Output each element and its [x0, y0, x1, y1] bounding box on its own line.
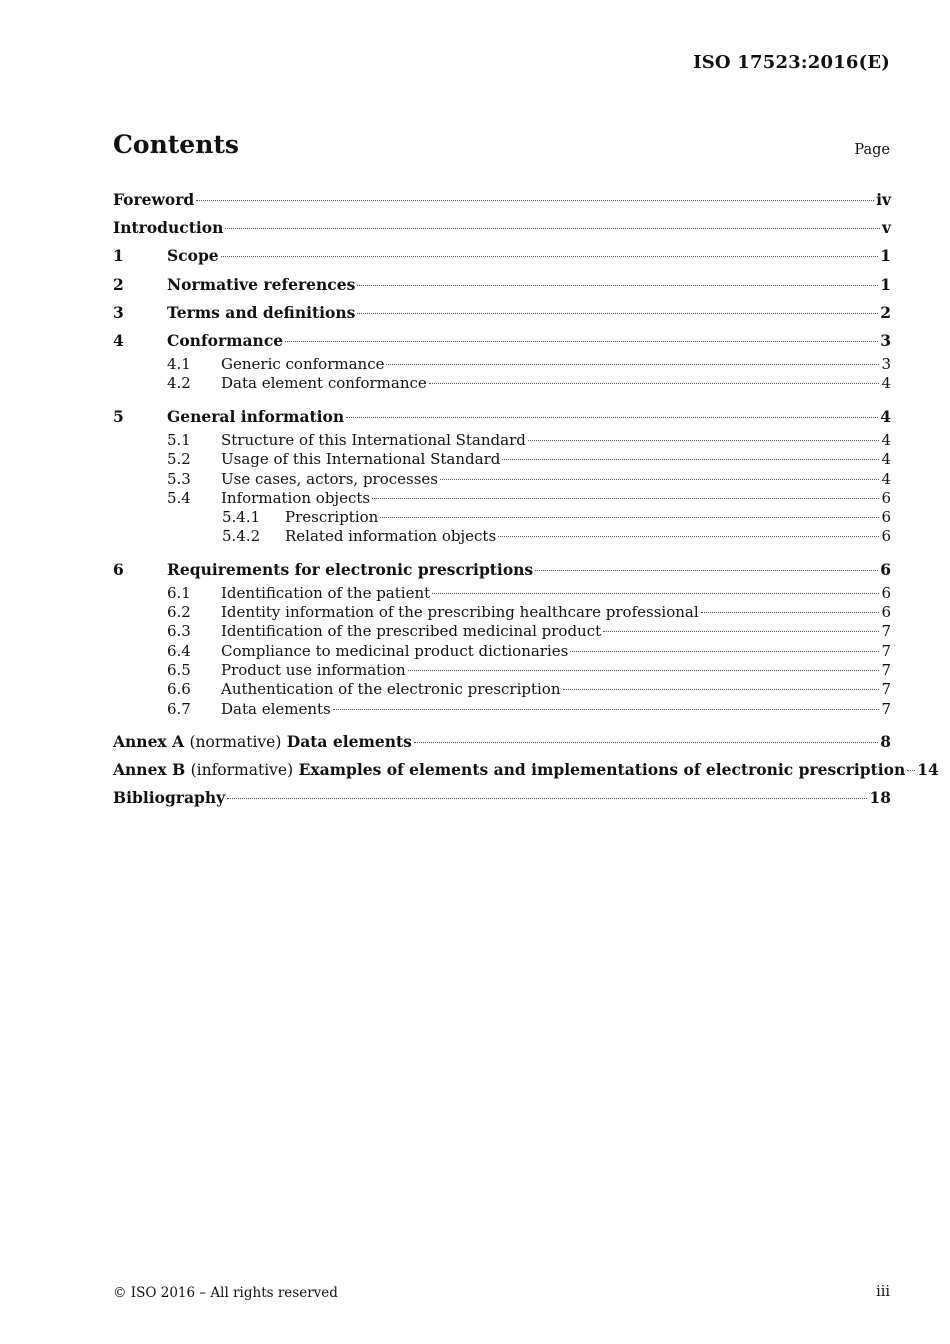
toc-entry-number: 6.4 — [167, 641, 191, 660]
dot-leader — [357, 313, 878, 314]
dot-leader — [414, 742, 878, 743]
dot-leader — [225, 228, 880, 229]
document-id: ISO 17523:2016(E) — [693, 52, 890, 73]
toc-entry-number: 6.7 — [167, 699, 191, 718]
page-column-label: Page — [854, 142, 890, 158]
toc-entry-number: 4 — [113, 330, 124, 350]
toc-entry-title: General information — [167, 406, 345, 426]
toc-entry-number: 5.4.1 — [222, 508, 261, 527]
dot-leader — [285, 341, 878, 342]
toc-entry-title: Data elements — [221, 699, 331, 718]
toc-entry[interactable] — [113, 680, 891, 699]
toc-entry[interactable] — [113, 700, 891, 719]
toc-entry[interactable] — [113, 642, 891, 661]
annex-label: Annex B — [113, 760, 186, 780]
toc-entry-title — [113, 728, 412, 756]
annex-label: Annex A — [113, 731, 185, 751]
dot-leader — [502, 459, 879, 460]
toc-entry[interactable] — [113, 489, 891, 508]
dot-leader — [528, 440, 880, 441]
toc-entry-title: Use cases, actors, processes — [221, 469, 438, 488]
toc-entry-title: Information objects — [221, 488, 371, 507]
toc-entry-title: Generic conformance — [221, 355, 385, 374]
toc-entry-page: 3 — [880, 330, 891, 350]
toc-entry-title: Requirements for electronic prescriptions — [167, 559, 534, 579]
footer-copyright: © ISO 2016 – All rights reserved — [113, 1285, 338, 1301]
toc-entry-page: 4 — [881, 450, 891, 469]
toc-entry-title: Foreword — [113, 190, 195, 209]
dot-leader — [563, 689, 880, 690]
dot-leader — [498, 536, 879, 537]
toc-entry[interactable] — [113, 508, 891, 527]
toc-entry-number: 2 — [113, 274, 124, 294]
toc-entry-title: Normative references — [167, 274, 356, 294]
toc-entry[interactable] — [113, 527, 891, 546]
toc-entry-number: 3 — [113, 302, 124, 322]
toc-entry-title: Data element conformance — [221, 374, 427, 393]
toc-entry-title: Compliance to medicinal product dictionaries — [221, 641, 569, 660]
dot-leader — [432, 593, 879, 594]
toc-entry[interactable] — [113, 374, 891, 393]
toc-entry-title: Product use information — [221, 661, 406, 680]
dot-leader — [380, 517, 879, 518]
toc-entry-page: v — [881, 218, 891, 238]
toc-entry[interactable] — [113, 756, 939, 784]
dot-leader — [227, 798, 867, 799]
toc-entry[interactable] — [113, 327, 891, 355]
dot-leader — [408, 670, 880, 671]
toc-entry-title: Bibliography — [113, 788, 226, 808]
toc-entry-number: 6.3 — [167, 622, 191, 641]
toc-entry[interactable] — [113, 355, 891, 374]
toc-entry-title: Usage of this International Standard — [221, 450, 501, 469]
toc-entry[interactable] — [113, 784, 891, 812]
toc-entry[interactable] — [113, 403, 891, 431]
toc-entry-title: Introduction — [113, 218, 224, 238]
toc-entry-number: 5 — [113, 406, 124, 426]
toc-entry-page: 18 — [869, 788, 891, 808]
toc-entry-page: 6 — [880, 559, 891, 579]
toc-entry-page: 4 — [881, 374, 891, 393]
dot-leader — [570, 651, 879, 652]
toc-entry-page: 7 — [881, 622, 891, 641]
footer-page-number: iii — [876, 1284, 890, 1300]
toc-entry[interactable] — [113, 214, 891, 242]
toc-entry-number: 5.1 — [167, 430, 191, 449]
toc-entry-title: Terms and definitions — [167, 302, 356, 322]
toc-entry-page: 6 — [881, 527, 891, 546]
dot-leader — [346, 417, 878, 418]
toc-entry-title: Authentication of the electronic prescription — [221, 680, 561, 699]
toc-entry-title: Prescription — [285, 508, 379, 527]
dot-leader — [603, 631, 879, 632]
toc-entry-title: Conformance — [167, 330, 284, 350]
dot-leader — [372, 498, 879, 499]
toc-entry-page: 3 — [881, 355, 891, 374]
toc-entry[interactable] — [113, 450, 891, 469]
toc-entry-page: 4 — [881, 469, 891, 488]
toc-entry[interactable] — [113, 299, 891, 327]
dot-leader — [440, 479, 879, 480]
toc-entry-number: 6 — [113, 559, 124, 579]
toc-entry[interactable] — [113, 728, 891, 756]
toc-entry-number: 5.4 — [167, 488, 191, 507]
toc-entry-page: 8 — [880, 731, 891, 751]
toc-entry[interactable] — [113, 584, 891, 603]
toc-entry-page: 6 — [881, 583, 891, 602]
toc-entry-number: 5.4.2 — [222, 527, 261, 546]
toc-entry-number: 6.1 — [167, 583, 191, 602]
table-of-contents — [113, 186, 939, 813]
dot-leader — [333, 709, 880, 710]
annex-type: (normative) — [189, 732, 282, 751]
toc-entry-title: Structure of this International Standard — [221, 430, 526, 449]
dot-leader — [907, 770, 915, 771]
toc-entry-number: 6.2 — [167, 603, 191, 622]
toc-entry-title: Scope — [167, 246, 219, 266]
toc-entry-page: 2 — [880, 302, 891, 322]
annex-type: (informative) — [190, 761, 294, 780]
dot-leader — [357, 285, 878, 286]
toc-entry[interactable] — [113, 661, 891, 680]
toc-entry-title: Identification of the patient — [221, 583, 431, 602]
toc-entry-page: 6 — [881, 488, 891, 507]
toc-entry-title: Identification of the prescribed medicinal product — [221, 622, 602, 641]
toc-entry[interactable] — [113, 470, 891, 489]
toc-entry[interactable] — [113, 622, 891, 641]
toc-entry-page: iv — [876, 190, 891, 209]
toc-entry[interactable] — [113, 242, 891, 270]
toc-entry-number: 4.2 — [167, 374, 191, 393]
toc-entry-page: 7 — [881, 699, 891, 718]
toc-entry-title: Identity information of the prescribing healthcare professional — [221, 603, 699, 622]
toc-entry-page: 7 — [881, 680, 891, 699]
toc-entry[interactable] — [113, 556, 891, 584]
toc-entry-page: 6 — [881, 603, 891, 622]
toc-entry-page: 1 — [880, 246, 891, 266]
contents-heading: Contents — [113, 130, 240, 159]
toc-entry[interactable] — [113, 603, 891, 622]
toc-entry[interactable] — [113, 431, 891, 450]
toc-entry-page: 7 — [881, 661, 891, 680]
toc-entry[interactable] — [113, 186, 891, 214]
toc-entry-number: 5.3 — [167, 469, 191, 488]
annex-title: Data elements — [286, 731, 412, 751]
dot-leader — [535, 570, 878, 571]
toc-entry-number: 5.2 — [167, 450, 191, 469]
toc-entry-number: 4.1 — [167, 355, 191, 374]
toc-entry-number: 6.6 — [167, 680, 191, 699]
toc-entry-page: 1 — [880, 274, 891, 294]
toc-entry[interactable] — [113, 271, 891, 299]
toc-entry-number: 1 — [113, 246, 124, 266]
dot-leader — [196, 200, 874, 201]
toc-entry-page: 7 — [881, 641, 891, 660]
toc-entry-page: 6 — [881, 508, 891, 527]
dot-leader — [221, 256, 879, 257]
toc-entry-page: 4 — [881, 430, 891, 449]
dot-leader — [386, 364, 879, 365]
toc-entry-page: 4 — [880, 406, 891, 426]
dot-leader — [701, 612, 880, 613]
dot-leader — [429, 383, 880, 384]
annex-title: Examples of elements and implementations of electronic prescription — [298, 760, 906, 780]
toc-entry-title: Related information objects — [285, 527, 497, 546]
toc-entry-title — [113, 756, 905, 784]
toc-entry-page: 14 — [917, 760, 939, 780]
toc-entry-number: 6.5 — [167, 661, 191, 680]
